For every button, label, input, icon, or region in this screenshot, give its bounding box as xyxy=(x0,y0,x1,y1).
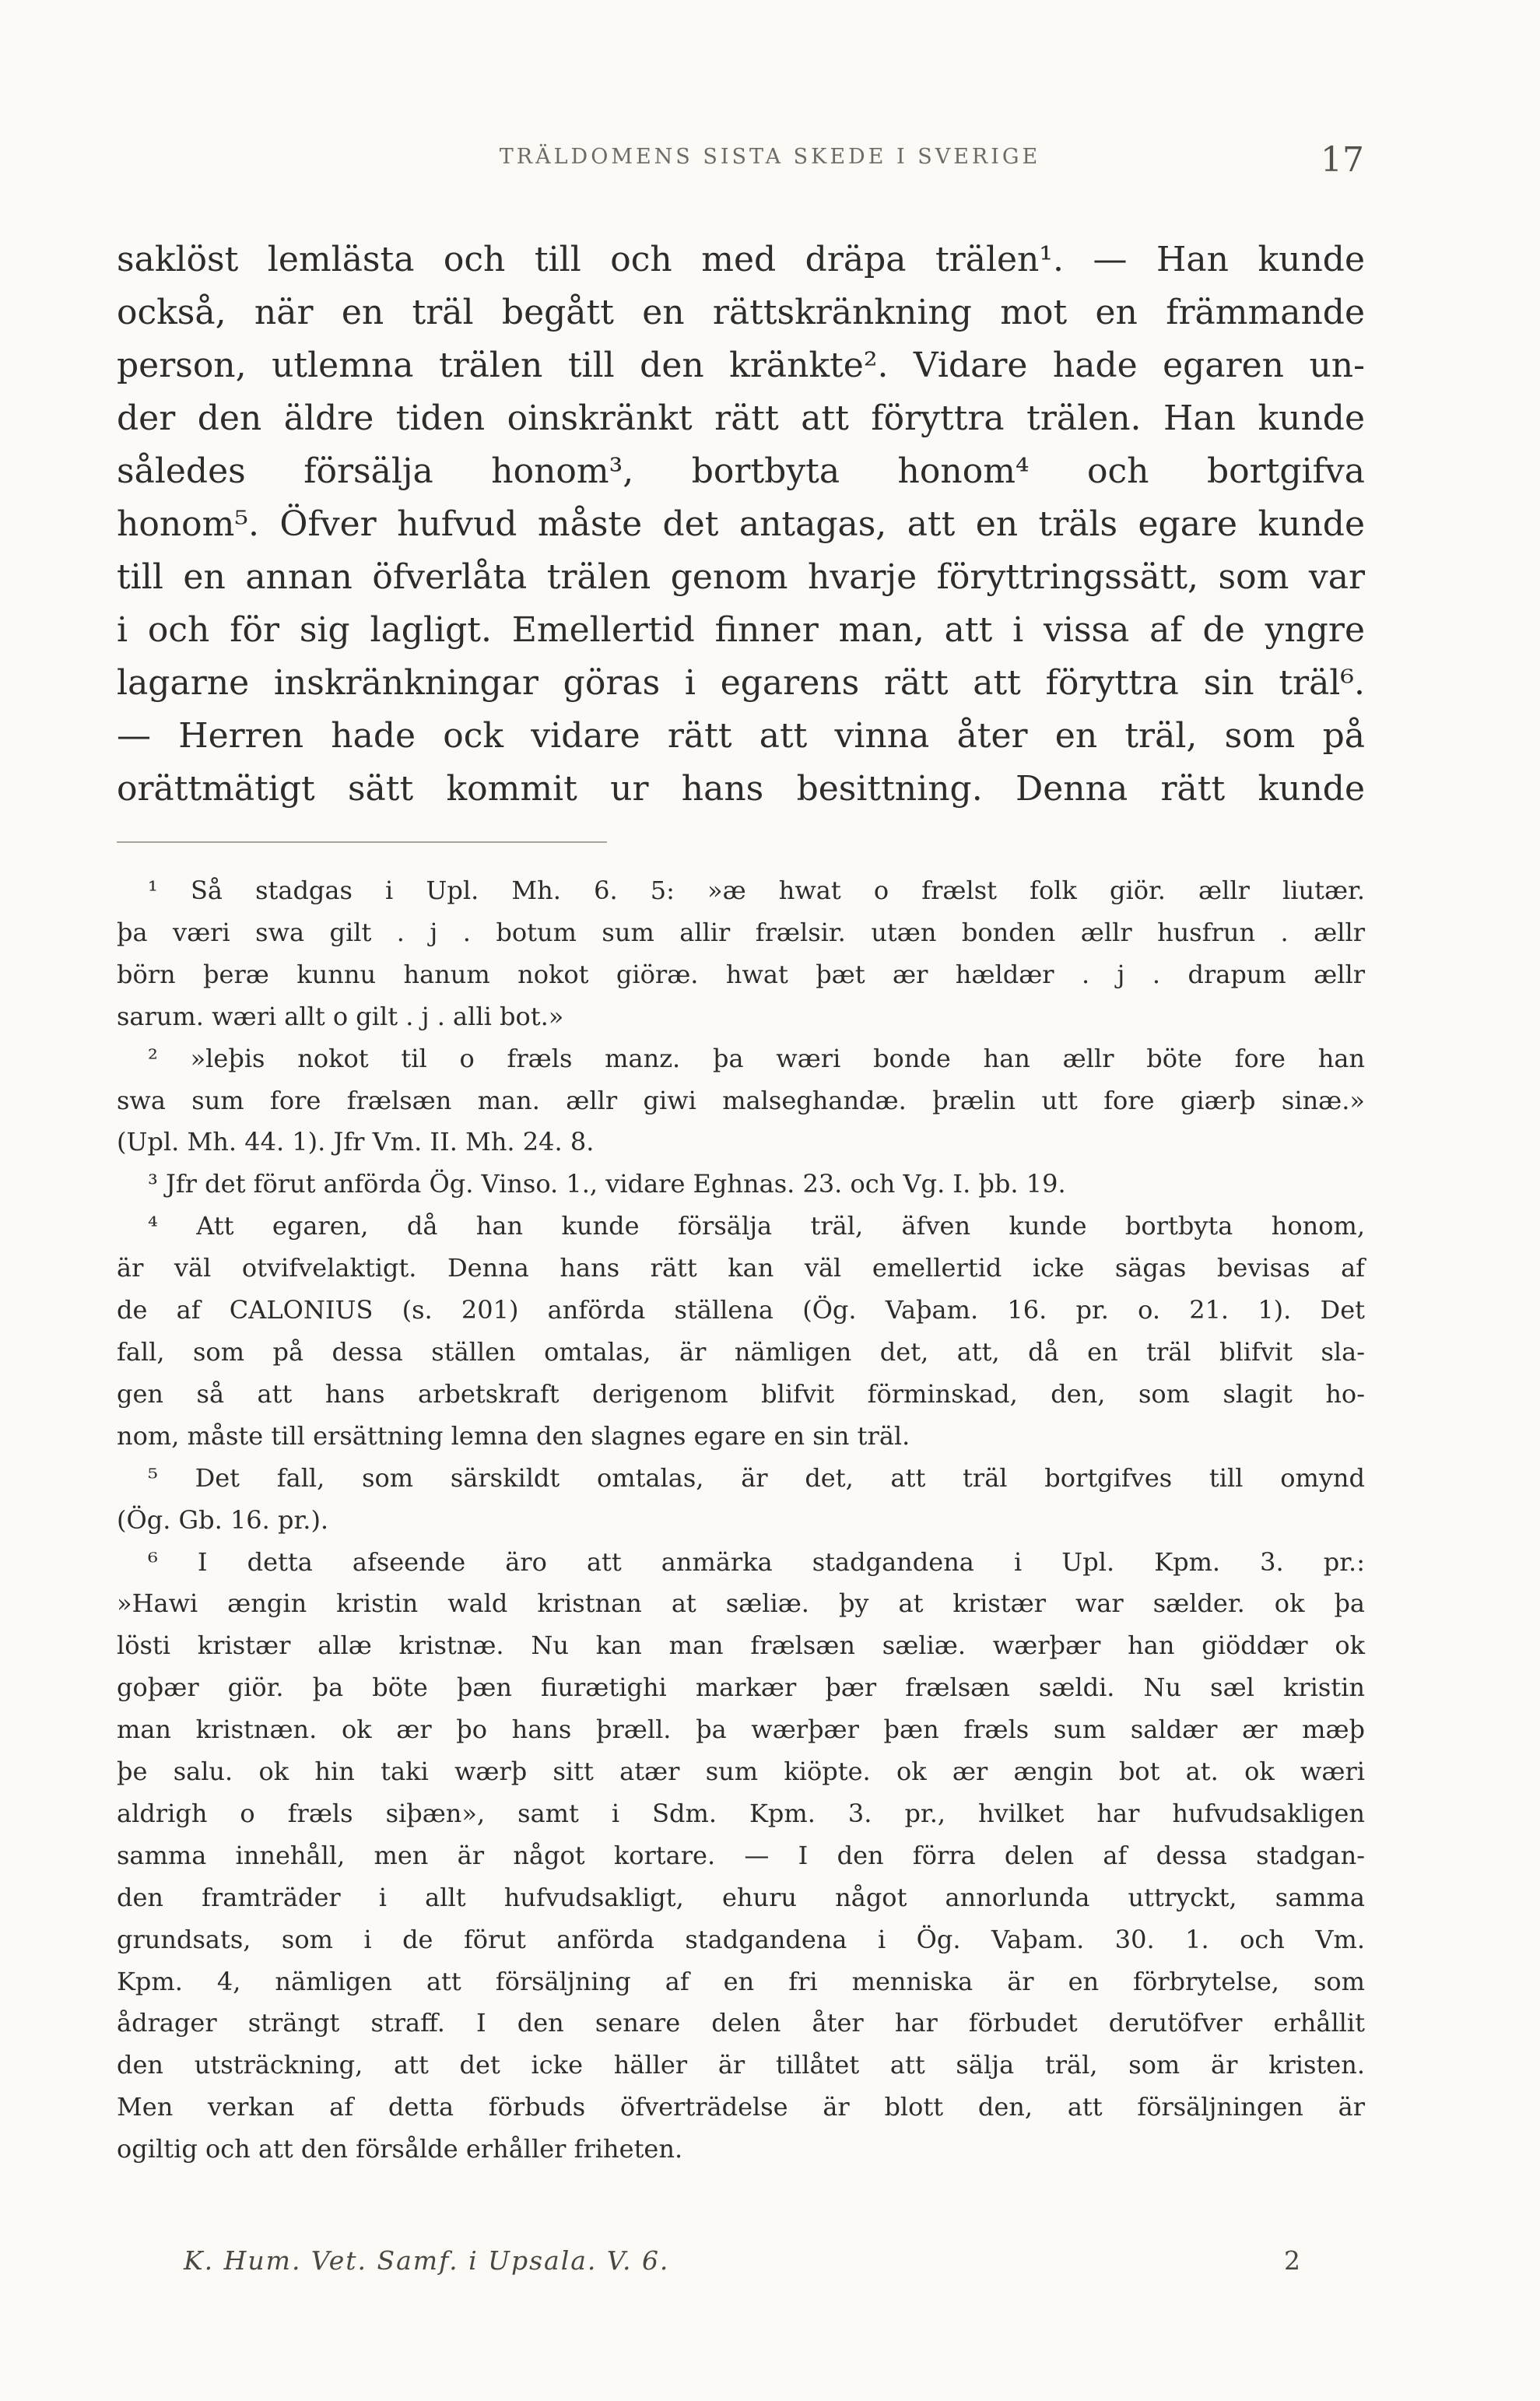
footnote-line: ² »leþis nokot til o fræls manz. þa wæri bonde han ællr böte fore han xyxy=(148,1043,1365,1073)
footnote-line: ⁴ Att egaren, då han kunde försälja träl, äfven kunde bortbyta honom, xyxy=(148,1211,1365,1241)
footnote-line: den framträder i allt hufvudsakligt, ehuru något annorlunda uttryckt, samma xyxy=(117,1882,1365,1912)
footnote-line: sarum. wæri allt o gilt . j . alli bot.» xyxy=(117,1001,564,1031)
running-title: TRÄLDOMENS SISTA SKEDE I SVERIGE xyxy=(499,145,1041,169)
footnote-line: de af CALONIUS (s. 201) anförda ställena (Ög. Vaþam. 16. pr. o. 21. 1). Det xyxy=(117,1295,1365,1325)
main-text-line: — Herren hade ock vidare rätt att vinna åter en träl, som på xyxy=(117,716,1365,756)
running-head xyxy=(0,140,1540,180)
printer-signature: K. Hum. Vet. Samf. i Upsala. V. 6. xyxy=(184,2245,670,2276)
footnote-line: þe salu. ok hin taki wærþ sitt atær sum kiöpte. ok ær ængin bot at. ok wæri xyxy=(117,1757,1365,1787)
main-text-line: person, utlemna trälen till den kränkte². Vidare hade egaren un- xyxy=(117,346,1365,385)
footnote-line: ådrager strängt straff. I den senare delen åter har förbudet derutöfver erhållit xyxy=(117,2008,1365,2038)
footnote-line: »Hawi ængin kristin wald kristnan at sæliæ. þy at kristær war sælder. ok þa xyxy=(117,1588,1365,1619)
footnote-line: (Upl. Mh. 44. 1). Jfr Vm. II. Mh. 24. 8. xyxy=(117,1127,595,1157)
main-text xyxy=(117,233,1365,816)
main-text-line: honom⁵. Öfver hufvud måste det antagas, att en träls egare kunde xyxy=(117,504,1365,544)
footnote-line: ¹ Så stadgas i Upl. Mh. 6. 5: »æ hwat o frælst folk giör. ællr liutær. xyxy=(148,876,1365,905)
footnote-line: grundsats, som i de förut anförda stadgandena i Ög. Vaþam. 30. 1. och Vm. xyxy=(117,1924,1365,1954)
footnote-line: lösti kristær allæ kristnæ. Nu kan man frælsæn sæliæ. wærþær han giöddær ok xyxy=(117,1631,1365,1661)
footnote-line: Kpm. 4, nämligen att försäljning af en fri menniska är en förbrytelse, som xyxy=(117,1966,1365,1996)
main-text-line: der den äldre tiden oinskränkt rätt att föryttra trälen. Han kunde xyxy=(117,398,1365,438)
main-text-line: således försälja honom³, bortbyta honom⁴ och bortgifva xyxy=(117,451,1365,491)
footnote-line: är väl otvifvelaktigt. Denna hans rätt kan väl emellertid icke sägas bevisas af xyxy=(117,1253,1365,1283)
footnotes xyxy=(117,870,1365,2171)
footnote-line: ³ Jfr det förut anförda Ög. Vinso. 1., vidare Eghnas. 23. och Vg. I. þb. 19. xyxy=(148,1169,1066,1199)
footnote-line: aldrigh o fræls siþæn», samt i Sdm. Kpm. 3. pr., hvilket har hufvudsakligen xyxy=(117,1798,1365,1828)
page-number: 17 xyxy=(1321,140,1364,180)
footnote-separator xyxy=(117,841,607,843)
main-text-line: också, när en träl begått en rättskränkning mot en främmande xyxy=(117,293,1365,332)
footnote-line: gen så att hans arbetskraft derigenom blifvit förminskad, den, som slagit ho- xyxy=(117,1378,1365,1409)
footnote-line: ogiltig och att den försålde erhåller friheten. xyxy=(117,2134,683,2164)
footnote-line: fall, som på dessa ställen omtalas, är nämligen det, att, då en träl blifvit sla- xyxy=(117,1336,1365,1367)
footnote-line: nom, måste till ersättning lemna den slagnes egare en sin träl. xyxy=(117,1420,910,1451)
footnote-line: man kristnæn. ok ær þo hans þræll. þa wærþær þæn fræls sum saldær ær mæþ xyxy=(117,1715,1365,1745)
footnote-line: þa væri swa gilt . j . botum sum allir frælsir. utæn bonden ællr husfrun . ællr xyxy=(117,917,1365,947)
footnote-line: swa sum fore frælsæn man. ællr giwi malseghandæ. þrælin utt fore giærþ sinæ.» xyxy=(117,1085,1365,1115)
sheet-number: 2 xyxy=(1284,2245,1300,2276)
footnote-line: samma innehåll, men är något kortare. — I den förra delen af dessa stadgan- xyxy=(117,1840,1365,1870)
footnote-line: den utsträckning, att det icke häller är tillåtet att sälja träl, som är kristen. xyxy=(117,2050,1365,2080)
main-text-line: saklöst lemlästa och till och med dräpa trälen¹. — Han kunde xyxy=(117,240,1365,279)
footnote-line: börn þeræ kunnu hanum nokot giöræ. hwat þæt ær hældær . j . drapum ællr xyxy=(117,959,1365,989)
main-text-line: orättmätigt sätt kommit ur hans besittning. Denna rätt kunde xyxy=(117,769,1365,809)
footnote-line: (Ög. Gb. 16. pr.). xyxy=(117,1504,329,1535)
footnote-line: ⁶ I detta afseende äro att anmärka stadgandena i Upl. Kpm. 3. pr.: xyxy=(148,1546,1365,1577)
footnote-line: goþær giör. þa böte þæn fiurætighi markær þær frælsæn sældi. Nu sæl kristin xyxy=(117,1673,1365,1703)
footnote-line: ⁵ Det fall, som särskildt omtalas, är det, att träl bortgifves till omynd xyxy=(148,1462,1365,1493)
main-text-line: lagarne inskränkningar göras i egarens rätt att föryttra sin träl⁶. xyxy=(117,663,1365,703)
main-text-line: till en annan öfverlåta trälen genom hvarje föryttringssätt, som var xyxy=(117,557,1365,597)
footnote-line: Men verkan af detta förbuds öfverträdelse är blott den, att försäljningen är xyxy=(117,2092,1365,2122)
main-text-line: i och för sig lagligt. Emellertid finner man, att i vissa af de yngre xyxy=(117,610,1365,650)
